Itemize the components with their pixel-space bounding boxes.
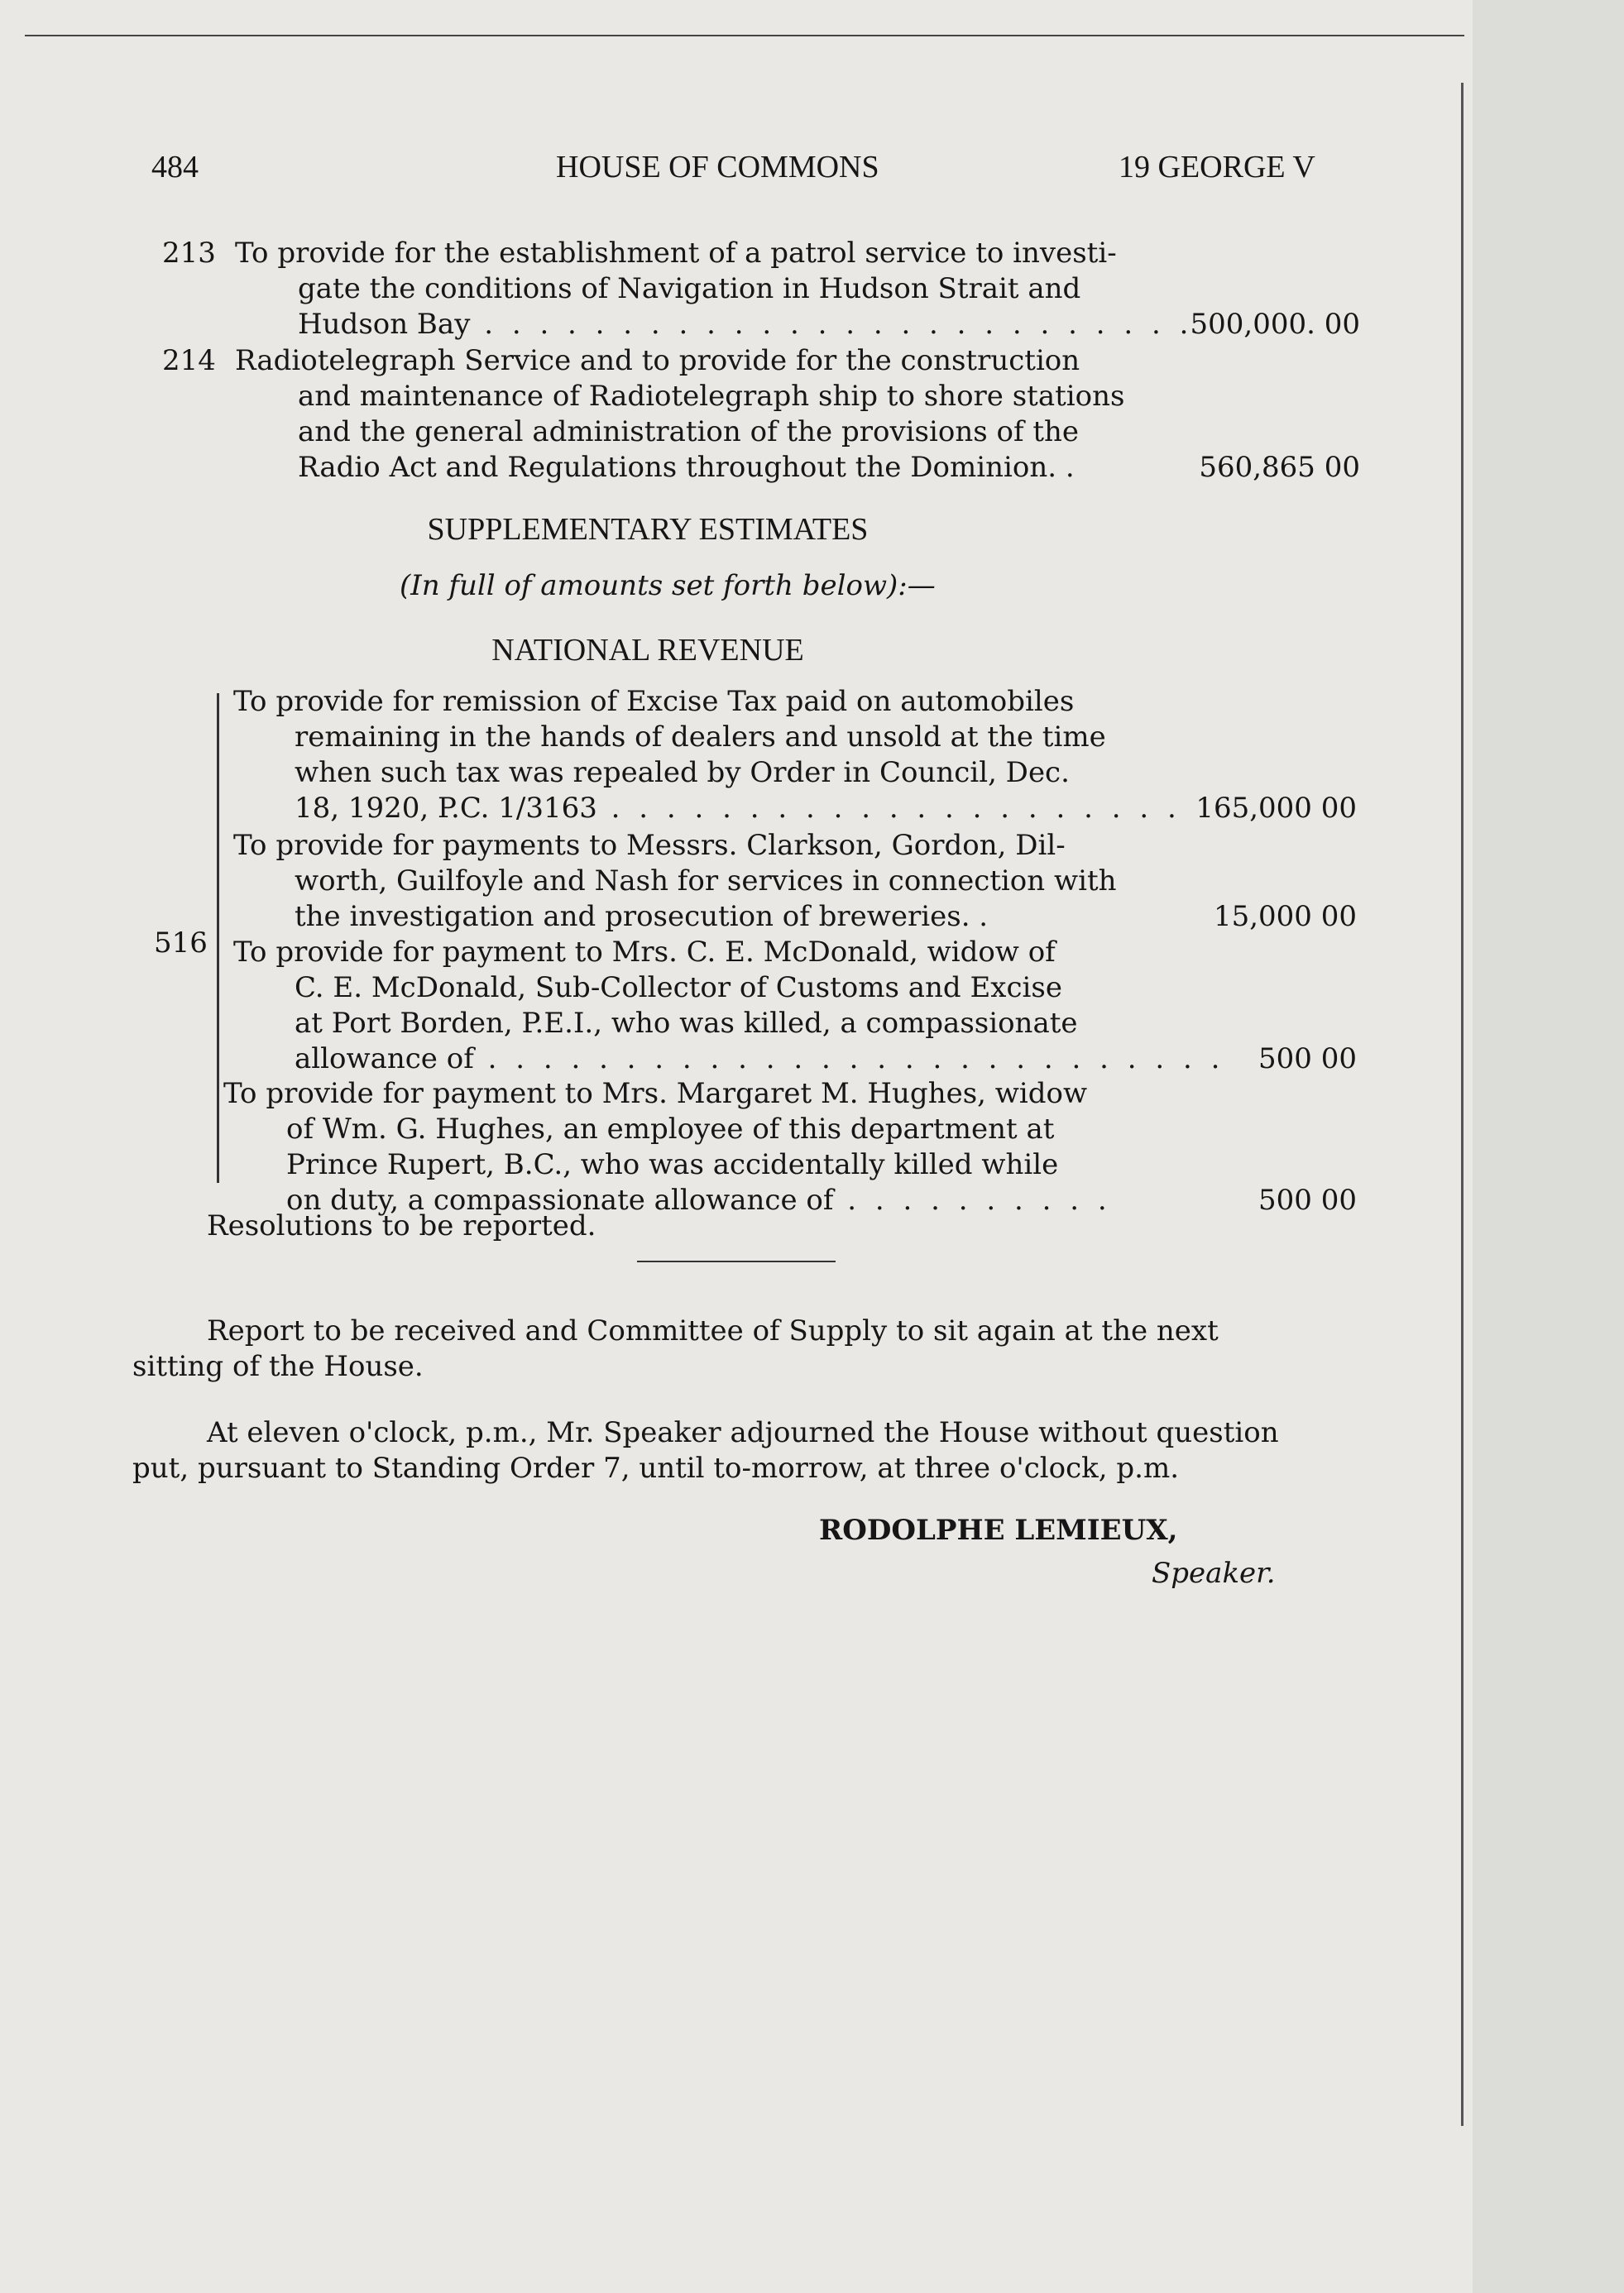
- facing-page-margin: [1473, 0, 1624, 2293]
- leader-dots: . . . . . . . . . . . . . . . . . . . . . . . . . . .: [473, 1042, 1225, 1075]
- entry-line: C. E. McDonald, Sub-Collector of Customs and Excise: [295, 971, 1062, 1004]
- section-divider: [637, 1261, 836, 1262]
- department-heading: NATIONAL REVENUE: [491, 633, 804, 668]
- entry-line: allowance of . . . . . . . . . . . . . . . . . . . . . . . . . . .: [295, 1042, 1225, 1075]
- entry-line: at Port Borden, P.E.I., who was killed, a compassionate: [295, 1007, 1078, 1040]
- section-heading: SUPPLEMENTARY ESTIMATES: [427, 512, 869, 547]
- item-number: 213: [162, 237, 216, 270]
- page-number: 484: [151, 150, 199, 184]
- paragraph-line: At eleven o'clock, p.m., Mr. Speaker adjourned the House without question: [207, 1416, 1279, 1449]
- entry-line: remaining in the hands of dealers and unsold at the time: [295, 720, 1106, 754]
- resolutions-note: Resolutions to be reported.: [207, 1209, 596, 1242]
- entry-line: To provide for payment to Mrs. C. E. McDonald, widow of: [233, 936, 1056, 969]
- item-amount: 560,865 00: [1199, 451, 1360, 484]
- paragraph-line: Report to be received and Committee of Supply to sit again at the next: [207, 1314, 1219, 1348]
- leader-dots: . . . . . . . . . . . . . . . . . . . . . . . . . .: [470, 308, 1194, 341]
- item-line: and the general administration of the provisions of the: [298, 415, 1080, 448]
- item-line: Hudson Bay . . . . . . . . . . . . . . . . . . . . . . . . . .: [298, 308, 1194, 341]
- item-line: gate the conditions of Navigation in Hudson Strait and: [298, 272, 1081, 305]
- item-number: 214: [162, 344, 216, 377]
- paragraph-line: sitting of the House.: [132, 1350, 424, 1383]
- entry-line: To provide for remission of Excise Tax paid on automobiles: [233, 685, 1075, 718]
- item-line: To provide for the establishment of a patrol service to investi-: [235, 237, 1117, 270]
- entry-line: To provide for payment to Mrs. Margaret M. Hughes, widow: [223, 1077, 1088, 1110]
- top-rule: [25, 35, 1464, 36]
- section-subheading: (In full of amounts set forth below):—: [400, 569, 936, 602]
- right-margin-rule: [1461, 83, 1464, 2126]
- signature-title: Speaker.: [1152, 1557, 1276, 1590]
- entry-amount: 165,000 00: [1195, 792, 1357, 825]
- paragraph-line: put, pursuant to Standing Order 7, until to-morrow, at three o'clock, p.m.: [132, 1452, 1180, 1485]
- item-line: and maintenance of Radiotelegraph ship to shore stations: [298, 380, 1125, 413]
- entry-line: 18, 1920, P.C. 1/3163 . . . . . . . . . . . . . . . . . . . . .: [295, 792, 1181, 825]
- entry-line: the investigation and prosecution of breweries. .: [295, 900, 989, 933]
- session-label: 19 GEORGE V: [1119, 150, 1315, 184]
- item-amount: 500,000. 00: [1190, 308, 1360, 341]
- entry-amount: 500 00: [1258, 1184, 1357, 1217]
- vote-number: 516: [154, 926, 208, 960]
- entry-line: To provide for payments to Messrs. Clarkson, Gordon, Dil-: [233, 829, 1066, 862]
- entry-line: on duty, a compassionate allowance of . . . . . . . . . .: [286, 1184, 1112, 1217]
- leader-dots: . . . . . . . . . .: [833, 1184, 1112, 1217]
- entry-amount: 500 00: [1258, 1042, 1357, 1075]
- brace: [217, 693, 219, 1183]
- entry-amount: 15,000 00: [1213, 900, 1357, 933]
- entry-line: Prince Rupert, B.C., who was accidentally killed while: [286, 1148, 1059, 1181]
- entry-line: of Wm. G. Hughes, an employee of this department at: [286, 1113, 1055, 1146]
- entry-line: worth, Guilfoyle and Nash for services in connection with: [295, 864, 1117, 898]
- entry-line: when such tax was repealed by Order in Council, Dec.: [295, 756, 1070, 789]
- item-line: Radiotelegraph Service and to provide for the construction: [235, 344, 1080, 377]
- signature-name: RODOLPHE LEMIEUX,: [819, 1514, 1178, 1547]
- leader-dots: . . . . . . . . . . . . . . . . . . . . .: [596, 792, 1181, 825]
- page-title: HOUSE OF COMMONS: [556, 150, 879, 184]
- item-line: Radio Act and Regulations throughout the Dominion. .: [298, 451, 1075, 484]
